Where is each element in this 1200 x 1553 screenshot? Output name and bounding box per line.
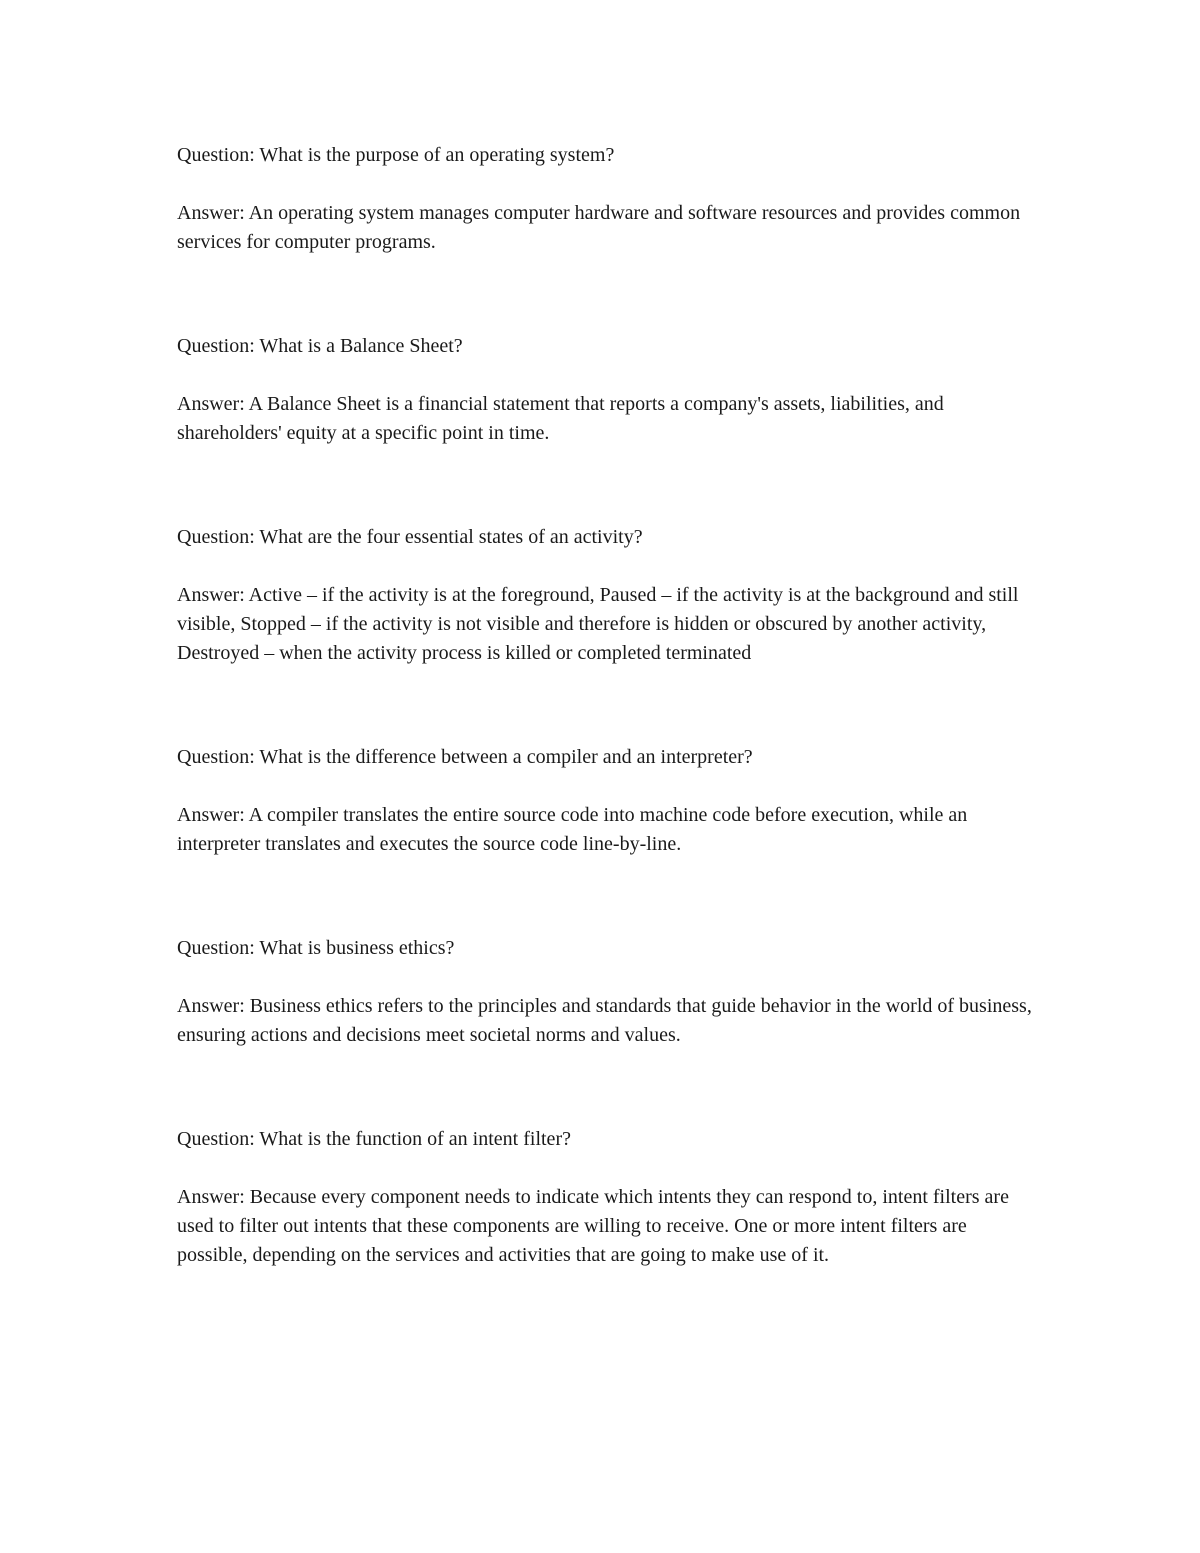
question-text: Question: What is the difference between a compiler and an interpreter? [177,746,753,768]
qa-item [177,743,1037,859]
answer-text: Answer: An operating system manages computer hardware and software resources and provides common services for computer programs. [177,202,1021,253]
answer-text: Answer: Business ethics refers to the principles and standards that guide behavior in the world of business, ensuring actions and decisions meet societal norms and values. [177,995,1032,1046]
question-text: Question: What are the four essential states of an activity? [177,526,643,548]
qa-item [177,1125,1037,1270]
qa-item [177,141,1037,257]
question-text: Question: What is business ethics? [177,937,455,959]
question-text: Question: What is the purpose of an operating system? [177,144,615,166]
answer-text: Answer: A compiler translates the entire source code into machine code before execution, while an interpreter translates and executes the source code line-by-line. [177,804,968,855]
answer-text: Answer: Active – if the activity is at the foreground, Paused – if the activity is at the background and still visible, Stopped – if the activity is not visible and therefore is hidden or obscured by another activity, Destroyed – when the activity process is killed or completed terminated [177,584,1019,664]
qa-list [177,141,1037,1270]
qa-item [177,934,1037,1050]
qa-item [177,523,1037,668]
answer-text: Answer: Because every component needs to indicate which intents they can respond to, intent filters are used to filter out intents that these components are willing to receive. One or more intent filters are possible, depending on the services and activities that are going to make use of it. [177,1186,1009,1266]
question-text: Question: What is the function of an intent filter? [177,1128,571,1150]
answer-text: Answer: A Balance Sheet is a financial statement that reports a company's assets, liabilities, and shareholders' equity at a specific point in time. [177,393,944,444]
question-text: Question: What is a Balance Sheet? [177,335,463,357]
qa-item [177,332,1037,448]
